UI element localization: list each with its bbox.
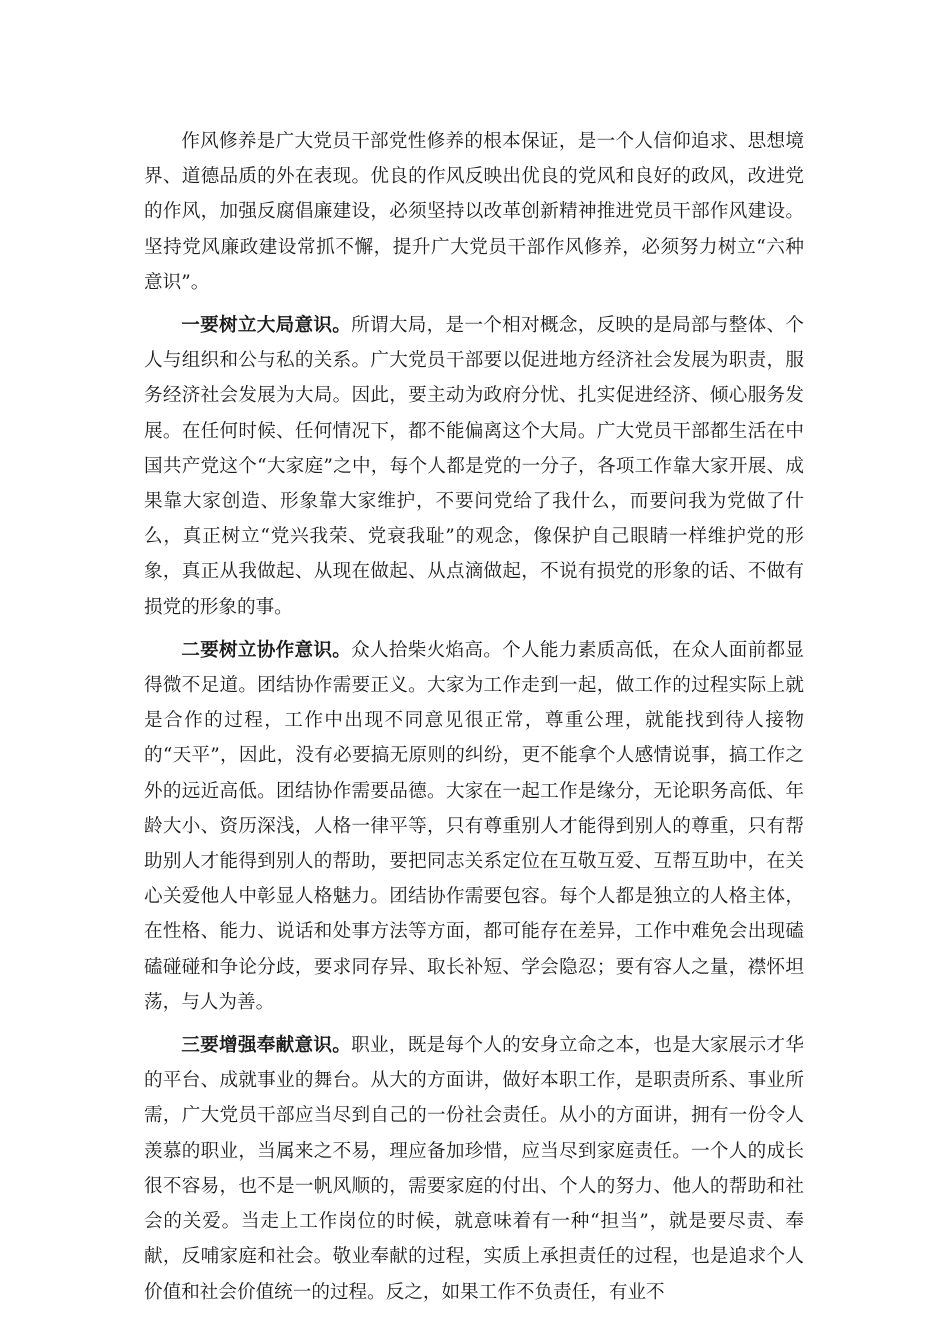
intro-paragraph	[144, 124, 804, 300]
paragraph-text: 职业，既是每个人的安身立命之本，也是大家展示才华的平台、成就事业的舞台。从大的方面讲，做好本职工作，是职责所系、事业所需，广大党员干部应当尽到自己的一份社会责任。从小的方面讲，拥有一份令人羡慕的职业，当属来之不易，理应备加珍惜，应当尽到家庭责任。一个人的成长很不容易，也不是一帆风顺的，需要家庭的付出、个人的努力、他人的帮助和社会的关爱。当走上工作岗位的时候，就意味着有一种“担当”，就是要尽责、奉献，反哺家庭和社会。敬业奉献的过程，实质上承担责任的过程，也是追求个人价值和社会价值统一的过程。反之，如果工作不负责任，有业不	[144, 1035, 804, 1303]
paragraph-text: 众人拾柴火焰高。个人能力素质高低，在众人面前都显得微不足道。团结协作需要正义。大家为工作走到一起，做工作的过程实际上就是合作的过程，工作中出现不同意见很正常，尊重公理，就能找到待人接物的“天平”，因此，没有必要搞无原则的纠纷，更不能拿个人感情说事，搞工作之外的远近高低。团结协作需要品德。大家在一起工作是缘分，无论职务高低、年龄大小、资历深浅，人格一律平等，只有尊重别人才能得到别人的尊重，只有帮助别人才能得到别人的帮助，要把同志关系定位在互敬互爱、互帮互助中，在关心关爱他人中彰显人格魅力。团结协作需要包容。每个人都是独立的人格主体，在性格、能力、说话和处事方法等方面，都可能存在差异，工作中难免会出现磕磕碰碰和争论分歧，要求同存异、取长补短、学会隐忍；要有容人之量，襟怀坦荡，与人为善。	[144, 639, 804, 1013]
document-body	[144, 124, 804, 1318]
paragraph-lead: 三要增强奉献意识。	[181, 1035, 352, 1057]
section-paragraph-3	[144, 1028, 804, 1310]
paragraph-lead: 一要树立大局意识。	[181, 315, 352, 337]
paragraph-lead: 二要树立协作意识。	[181, 639, 352, 661]
section-paragraph-2	[144, 633, 804, 1020]
paragraph-text: 作风修养是广大党员干部党性修养的根本保证，是一个人信仰追求、思想境界、道德品质的外在表现。优良的作风反映出优良的党风和良好的政风，改进党的作风，加强反腐倡廉建设，必须坚持以改革创新精神推进党员干部作风建设。坚持党风廉政建设常抓不懈，提升广大党员干部作风修养，必须努力树立“六种意识”。	[144, 131, 804, 293]
paragraph-text: 所谓大局，是一个相对概念，反映的是局部与整体、个人与组织和公与私的关系。广大党员干部要以促进地方经济社会发展为职责，服务经济社会发展为大局。因此，要主动为政府分忧、扎实促进经济、倾心服务发展。在任何时候、任何情况下，都不能偏离这个大局。广大党员干部都生活在中国共产党这个“大家庭”之中，每个人都是党的一分子，各项工作靠大家开展、成果靠大家创造、形象靠大家维护，不要问党给了我什么，而要问我为党做了什么，真正树立“党兴我荣、党衰我耻”的观念，像保护自己眼睛一样维护党的形象，真正从我做起、从现在做起、从点滴做起，不说有损党的形象的话、不做有损党的形象的事。	[144, 315, 804, 618]
section-paragraph-1	[144, 308, 804, 625]
